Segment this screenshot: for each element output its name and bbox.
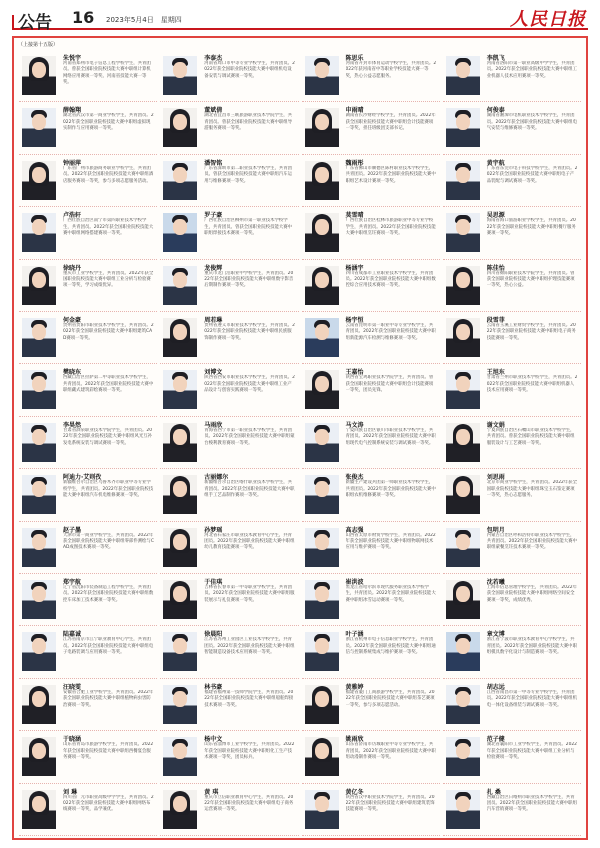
profile-card: [443, 522, 581, 574]
profile-card: [160, 784, 298, 836]
profile-name: 胡志远: [486, 683, 505, 691]
profile-card: [302, 417, 440, 469]
portrait-photo: [163, 213, 197, 252]
profile-bio: 云南省昆明市第一职业中等专业学校学生，共青团员。2022年获全国职业院校技能大赛中职组新能源汽车检测与维修赛项一等奖。: [345, 323, 436, 341]
portrait-photo: [22, 528, 56, 567]
profile-bio: 新疆维吾尔自治区喀什职业技术学校学生，共青团员。2022年获全国职业院校技能大赛中职组手工艺品制作赛项一等奖。: [204, 480, 295, 498]
portrait-photo: [163, 161, 197, 200]
profile-card: [302, 626, 440, 678]
profile-bio: 上海市信息管理学校学生，共青团员。2022年获全国职业院校技能大赛中职组网络空间安全赛项一等奖，成绩优秀。: [486, 585, 577, 603]
profile-card: [160, 626, 298, 678]
profile-bio: 湖北省宜昌市三峡旅游职业技术学院学生，共青团员。曾获全国职业院校技能大赛中职组导游服务赛项一等奖。: [204, 113, 293, 132]
profile-name: 阿迪力·艾则孜: [63, 474, 102, 482]
profile-card: [443, 469, 581, 521]
profile-bio: 福建省福州第一技师学院学生，共青团员。2022年获全国职业院校技能大赛中职组船舶焊接技术赛项一等奖。: [204, 689, 294, 708]
portrait-photo: [22, 685, 56, 724]
profile-bio: 广东省深圳市第二职业技术学校学生，共青团员。曾获全国职业院校技能大赛中职组汽车运用与维修赛项一等奖。: [204, 165, 293, 184]
portrait-photo: [22, 161, 56, 200]
profile-name: 谢文娟: [486, 421, 505, 429]
profile-bio: 陕西省宝鸡职业技术学院学生，共青团员。曾获全国职业院校技能大赛中职组会计技能赛项一等奖，团员先锋。: [345, 375, 434, 394]
profile-card: [302, 731, 440, 783]
portrait-photo: [446, 685, 480, 724]
profile-card: [302, 679, 440, 731]
profile-name: 吴思源: [486, 212, 505, 220]
profile-name: 王旭东: [486, 369, 505, 377]
profile-name: 魏雨彤: [345, 159, 364, 167]
profile-name: 董斌倩: [204, 107, 223, 115]
portrait-photo: [446, 161, 480, 200]
portrait-photo: [22, 370, 56, 409]
announcement-frame: [12, 36, 588, 840]
profile-card: [160, 260, 298, 312]
portrait-photo: [305, 108, 339, 147]
portrait-photo: [22, 266, 56, 305]
profile-bio: 福建省厦门工商旅游学校学生，共青团员。2022年获全国职业院校技能大赛中职组茶艺赛项一等奖，参与多项志愿活动。: [345, 689, 435, 708]
profile-bio: 江苏省南京市江宁职业教育中心学生，共青团员。2022年获全国职业院校技能大赛中职组电子电路装调与应用赛项一等奖。: [63, 637, 154, 656]
profile-bio: 江西省南昌市第一中等专业学校学生，共青团员。2022年获全国职业院校技能大赛中职组机电一体化设备组装与调试赛项一等奖。: [486, 689, 577, 708]
profile-name: 汪晓雯: [63, 683, 82, 691]
profile-card: [19, 731, 157, 783]
profile-card: [302, 260, 440, 312]
portrait-photo: [446, 580, 480, 619]
profile-card: [19, 102, 157, 154]
profile-bio: 四川省绵阳职业技术学院学生，共青团员。曾获全国职业院校技能大赛中职组护理技能赛项一等奖，热心公益。: [486, 270, 575, 289]
portrait-photo: [305, 213, 339, 252]
profile-bio: 河南省周口市中等专业学校学生，共青团员。2022年获全国职业院校技能大赛中职组机电设备安装与调试赛项一等奖。: [204, 61, 295, 79]
portrait-photo: [163, 790, 197, 829]
profile-bio: 广东省佛山市顺德区陈村职业技术学校学生，共青团员。2022年获全国职业院校技能大赛中职组艺术设计赛项一等奖。: [345, 165, 436, 184]
profile-bio: 湖南省长沙财经学校学生，共青团员。2022年获全国职业院校技能大赛中职组会计技能赛项一等奖，担任班级团支部书记。: [345, 113, 436, 132]
profile-card: [160, 522, 298, 574]
portrait-photo: [446, 266, 480, 305]
profile-card: [160, 312, 298, 364]
portrait-photo: [446, 528, 480, 567]
page-number: 16: [72, 8, 95, 27]
profile-card: [19, 574, 157, 626]
portrait-photo: [305, 580, 339, 619]
profile-bio: 山东省济南市历城职业中等专业学校学生，共青团员。2022年获全国职业院校技能大赛中职组动漫制作赛项一等奖。: [345, 742, 436, 760]
profile-name: 朱悦宇: [63, 55, 82, 62]
profile-name: 陈思乐: [345, 55, 364, 62]
portrait-photo: [305, 266, 339, 305]
profile-card: [19, 207, 157, 259]
profile-card: [160, 679, 298, 731]
profile-name: 刘博文: [204, 369, 223, 377]
profile-name: 黄亿冬: [345, 788, 364, 796]
profile-bio: 吉林省长春市第一中等职业学校学生，共青团员。2022年获全国职业院校技能大赛中职组服装展示与礼仪赛项一等奖。: [204, 585, 295, 603]
profile-name: 刘思雨: [486, 474, 505, 482]
profile-card: [302, 469, 440, 521]
profile-card: [443, 207, 581, 259]
profile-bio: 贵州省贵阳市职业技术学校学生，共青团员。2022年获全国职业院校技能大赛中职组建筑CAD赛项一等奖。: [63, 323, 154, 341]
portrait-photo: [305, 423, 339, 462]
portrait-photo: [446, 56, 480, 95]
profile-card: [160, 731, 298, 783]
profile-name: 李凯飞: [486, 55, 505, 62]
profile-name: 古丽娜尔: [204, 474, 229, 482]
portrait-photo: [446, 318, 480, 357]
profile-name: 叶子涵: [345, 631, 364, 639]
profile-card: [160, 417, 298, 469]
portrait-photo: [446, 423, 480, 462]
portrait-photo: [163, 370, 197, 409]
profile-bio: 西藏自治区日喀则市职业技术学校学生，共青团员。2022年获全国职业院校技能大赛中职组汽车营销赛项一等奖。: [486, 794, 577, 813]
profile-card: [160, 469, 298, 521]
portrait-photo: [446, 370, 480, 409]
profile-name: 沈若曦: [486, 579, 505, 586]
profile-name: 卢浩轩: [63, 212, 82, 220]
profile-name: 申雨晴: [345, 107, 364, 115]
portrait-photo: [22, 318, 56, 357]
profile-name: 姚雨欣: [345, 736, 364, 744]
profile-card: [443, 102, 581, 154]
profile-name: 赵子墨: [63, 526, 82, 534]
portrait-photo: [446, 632, 480, 671]
profile-bio: 山西省太原市财贸学校学生，共青团员。2022年获全国职业院校技能大赛中职组物联网技术应用与维护赛项一等奖。: [345, 532, 436, 551]
portrait-photo: [305, 528, 339, 567]
profile-bio: 湖南省湘潭市电机职业技术学校学生，共青团员。2022年获全国职业院校技能大赛中职组电气安装与维修赛项一等奖。: [486, 113, 577, 132]
profile-name: 段雪菲: [486, 317, 505, 324]
portrait-photo: [305, 56, 339, 95]
portrait-photo: [22, 56, 56, 95]
portrait-photo: [305, 475, 339, 514]
profile-bio: 宁夏回族自治区银川市职业技术学校学生，共青团员。2022年获全国职业院校技能大赛中职组现代电气控制系统安装与调试赛项一等奖。: [345, 427, 436, 446]
profile-bio: 新疆维吾尔自治区乌鲁木齐市职业中等专业学校学生，共青团员。2022年获全国职业院校技能大赛中职组汽车机电维修赛项一等奖。: [63, 480, 154, 498]
profile-bio: 浙江省杭州市电子信息职业学校学生，共青团员。2022年获全国职业院校技能大赛中职组通信与控制系统集成与维护赛项一等奖。: [345, 637, 436, 656]
profile-bio: 河南省郑州市电子信息工程学校学生，共青团员。曾获全国职业院校技能大赛中职组计算机网络应用赛项一等奖、河南省技能大赛一等奖。: [63, 61, 151, 86]
profile-card: [443, 417, 581, 469]
portrait-photo: [163, 632, 197, 671]
profile-bio: 陕西省西安市职业技术学校学生，共青团员。2022年获全国职业院校技能大赛中职组工业产品设计与创客实践赛项一等奖。: [204, 375, 295, 394]
portrait-photo: [446, 475, 480, 514]
profile-name: 张俊杰: [345, 474, 364, 482]
profile-name: 包明月: [486, 526, 505, 534]
profile-name: 于佳琪: [204, 579, 223, 586]
profile-bio: 海南省海口旅游职业学校学生，共青团员。2022年获全国职业院校技能大赛中职组餐厅服务赛项一等奖。: [486, 218, 576, 236]
profile-name: 扎 桑: [486, 788, 501, 796]
portrait-photo: [305, 161, 339, 200]
profile-bio: 湖北省襄阳市工业学校学生，共青团员。2022年获全国职业院校技能大赛中职组工业分析与检验赛项一等奖。: [486, 742, 577, 760]
profile-bio: 宁夏回族自治区石嘴山市职业技术学校学生，共青团员。曾获全国职业院校技能大赛中职组服装设计与工艺赛项一等奖。: [486, 427, 575, 446]
portrait-photo: [305, 790, 339, 829]
profile-card: [19, 469, 157, 521]
portrait-photo: [163, 266, 197, 305]
profile-name: 章文博: [486, 631, 505, 639]
profile-card: [160, 574, 298, 626]
profile-name: 李泰杰: [204, 55, 223, 62]
profile-name: 于晓涵: [63, 736, 82, 744]
profile-name: 林书豪: [204, 683, 223, 691]
profile-bio: 重庆市立信职业教育中心学生，共青团员。2022年获全国职业院校技能大赛中职组电子商务运营赛项一等奖。: [204, 794, 294, 813]
profile-card: [443, 155, 581, 207]
portrait-photo: [22, 423, 56, 462]
profile-name: 杨中文: [204, 736, 223, 744]
section-label: [12, 8, 52, 33]
profile-name: 周若琳: [204, 317, 223, 324]
profile-bio: 重庆市工业学校学生，共青团员。2022年获全国职业院校技能大赛中职组工业分析与检验赛项一等奖，学习成绩优异。: [63, 270, 154, 289]
profile-card: [443, 260, 581, 312]
profile-name: 黄宇航: [486, 159, 505, 167]
profile-name: 马文涛: [345, 421, 364, 429]
profile-card: [19, 417, 157, 469]
profile-card: [443, 574, 581, 626]
profile-card: [19, 364, 157, 416]
profile-card: [443, 731, 581, 783]
portrait-photo: [163, 737, 197, 776]
profile-bio: 黑龙江省哈尔滨市现代服务职业技术学校学生，共青团员。2022年获全国职业院校技能大赛中职组冰雪运动赛项一等奖。: [345, 585, 436, 603]
portrait-photo: [22, 475, 56, 514]
profile-bio: 西藏自治区拉萨第二中等职业技术学校学生，共青团员。2022年获全国职业院校技能大赛中职组藏式建筑彩绘赛项一等奖。: [63, 375, 154, 394]
profile-bio: 甘肃省酒泉职业技术学院学生，共青团员。2022年获全国职业院校技能大赛中职组风光互补发电系统安装与调试赛项一等奖。: [63, 427, 153, 446]
profile-card: [160, 155, 298, 207]
profile-grid: [19, 50, 581, 836]
profile-name: 崔洪波: [345, 579, 364, 586]
profile-bio: 湖北省武汉市第一商业学校学生，共青团员。2022年获全国职业院校技能大赛中职组虚拟现实制作与应用赛项一等奖。: [63, 113, 154, 132]
portrait-photo: [22, 580, 56, 619]
profile-bio: 河南省洛阳市第一职业高级中学学生，共青团员。2022年获全国职业院校技能大赛中职组工业机器人技术应用赛项一等奖。: [486, 61, 577, 79]
profile-name: 刘 琳: [63, 788, 78, 796]
profile-card: [302, 102, 440, 154]
profile-name: 何金豪: [63, 317, 82, 324]
profile-card: [19, 50, 157, 102]
profile-bio: 山东省淄博市工业学校学生，共青团员。2022年获全国职业院校技能大赛中职组化工生产技术赛项一等奖，团员标兵。: [204, 742, 295, 760]
profile-bio: 新疆生产建设兵团第一师职业技术学校学生，共青团员。2022年获全国职业院校技能大赛中职组农机维修赛项一等奖。: [345, 480, 436, 498]
profile-bio: 四川省广元市职业高级中学学生，共青团员。2022年获全国职业院校技能大赛中职组网络布线赛项一等奖，品学兼优。: [63, 794, 154, 813]
profile-bio: 广东省东莞市电子科技学校学生，共青团员。2022年获全国职业院校技能大赛中职组电子产品装配与调试赛项一等奖。: [486, 165, 578, 184]
portrait-photo: [163, 685, 197, 724]
profile-name: 杨涵宇: [345, 264, 364, 272]
profile-name: 范子健: [486, 736, 505, 744]
profile-bio: 广西壮族自治区桂林市旅游职业中等专业学校学生，共青团员。2022年获全国职业院校技能大赛中职组烹饪赛项一等奖。: [345, 218, 436, 236]
profile-card: [160, 102, 298, 154]
portrait-photo: [163, 528, 197, 567]
profile-card: [302, 364, 440, 416]
portrait-photo: [163, 56, 197, 95]
profile-name: 王嘉怡: [345, 369, 364, 377]
portrait-photo: [163, 475, 197, 514]
portrait-photo: [305, 318, 339, 357]
profile-name: 樊晓东: [63, 369, 82, 377]
profile-card: [302, 522, 440, 574]
profile-card: [302, 207, 440, 259]
profile-card: [302, 784, 440, 836]
profile-bio: 辽宁省沈阳市装备制造工程学校学生，共青团员。2022年获全国职业院校技能大赛中职组数控车床加工技术赛项一等奖。: [63, 585, 154, 603]
profile-bio: 云南省玉溪工业财贸学校学生，共青团员。2022年获全国职业院校技能大赛中职组电子商务技能赛项一等奖。: [486, 323, 576, 341]
portrait-photo: [305, 685, 339, 724]
profile-bio: 重庆市龙门浩职业中学校学生，共青团员。2022年获全国职业院校技能大赛中职组数字影音后期制作赛项一等奖。: [204, 270, 294, 289]
newspaper-logo: 人民日报: [510, 9, 586, 30]
portrait-photo: [446, 108, 480, 147]
portrait-photo: [163, 580, 197, 619]
profile-name: 莫雪晴: [345, 212, 364, 220]
profile-bio: 浙江省宁波市职业技术教育中心学校学生，共青团员。2022年获全国职业院校技能大赛中职组模具数字化设计与制造赛项一等奖。: [486, 637, 577, 656]
profile-card: [443, 50, 581, 102]
profile-card: [160, 50, 298, 102]
portrait-photo: [22, 108, 56, 147]
profile-card: [19, 155, 157, 207]
profile-bio: 甘肃省兰州市职业技术学校学生，共青团员。2022年获全国职业院校技能大赛中职组机器人技术应用赛项一等奖。: [486, 375, 578, 394]
profile-name: 黄 琪: [204, 788, 219, 796]
issue-date: 2023年5月4日 星期四: [106, 16, 182, 24]
profile-name: 钟丽萍: [63, 159, 82, 167]
profile-card: [19, 626, 157, 678]
profile-name: 潘智铭: [204, 159, 223, 167]
profile-name: 陆嘉诚: [63, 631, 82, 639]
profile-card: [19, 312, 157, 364]
profile-bio: 广西壮族自治区柳州市第一职业技术学校学生，共青团员。曾获全国职业院校技能大赛中职组焊接技术赛项一等奖。: [204, 218, 293, 236]
profile-card: [19, 522, 157, 574]
profile-card: [302, 312, 440, 364]
profile-card: [19, 679, 157, 731]
portrait-photo: [163, 423, 197, 462]
continued-note: （上接第十五版）: [18, 42, 59, 48]
portrait-photo: [22, 737, 56, 776]
profile-bio: 河南省开封市体育运动学校学生，共青团员。2022年获河南省中等职业学校技能大赛一等奖，热心公益志愿服务。: [345, 61, 437, 79]
profile-bio: 四川省成都市工业职业技术学校学生，共青团员。2022年获全国职业院校技能大赛中职组数控综合应用技术赛项一等奖。: [345, 270, 436, 289]
profile-name: 何俊泰: [486, 107, 505, 115]
profile-name: 孙梦瑶: [204, 526, 223, 534]
profile-bio: 山东省青岛市旅游学校学生，共青团员。2022年获全国职业院校技能大赛中职组西餐宴会服务赛项一等奖。: [63, 742, 154, 760]
portrait-photo: [305, 737, 339, 776]
profile-card: [302, 574, 440, 626]
profile-bio: 江苏省苏州工业园区工业技术学校学生，共青团员。2022年获全国职业院校技能大赛中职组智能制造设备技术应用赛项一等奖。: [204, 637, 295, 656]
profile-bio: 内蒙古自治区呼和浩特市职业技术学校学生，共青团员。2022年获全国职业院校技能大赛中职组蒙餐烹饪技术赛项一等奖。: [486, 532, 577, 551]
profile-bio: 广东省广州市旅游商务职业学校学生，共青团员。2022年获全国职业院校技能大赛中职组酒店服务赛项一等奖，参与多项志愿服务活动。: [63, 165, 154, 184]
portrait-photo: [305, 632, 339, 671]
section-title: 公告: [18, 13, 52, 33]
profile-name: 黄雅婷: [345, 683, 364, 691]
profile-name: 杨宇恒: [345, 317, 364, 324]
portrait-photo: [163, 108, 197, 147]
profile-card: [443, 784, 581, 836]
profile-name: 罗子豪: [204, 212, 223, 220]
section-divider: [12, 15, 14, 30]
profile-name: 薛翰翔: [63, 107, 82, 115]
profile-card: [443, 364, 581, 416]
portrait-photo: [163, 318, 197, 357]
profile-name: 郑宇航: [63, 579, 82, 586]
profile-bio: 北京市商业学校学生，共青团员。2022年获全国职业院校技能大赛中职组珠宝玉石鉴定赛项一等奖，热心志愿服务。: [486, 480, 577, 498]
profile-bio: 陕西省汉中职业技术学院学生，共青团员。2022年获全国职业院校技能大赛中职组建筑装饰技能赛项一等奖。: [345, 794, 435, 813]
profile-name: 陈佳怡: [486, 264, 505, 272]
profile-card: [443, 679, 581, 731]
portrait-photo: [305, 370, 339, 409]
profile-bio: 安徽省合肥工业学校学生，共青团员。2022年获全国职业院校技能大赛中职组植物病虫害防治赛项一等奖。: [63, 689, 154, 708]
profile-card: [443, 626, 581, 678]
profile-card: [160, 364, 298, 416]
profile-card: [19, 260, 157, 312]
portrait-photo: [446, 737, 480, 776]
profile-name: 高志强: [345, 526, 364, 534]
profile-name: 李昊然: [63, 421, 82, 429]
profile-card: [443, 312, 581, 364]
masthead: [12, 6, 588, 33]
portrait-photo: [446, 213, 480, 252]
profile-card: [160, 207, 298, 259]
profile-name: 龙俊辉: [204, 264, 223, 272]
profile-bio: 天津市第一商业学校学生，共青团员。2022年获全国职业院校技能大赛中职组零部件测绘与CAD成图技术赛项一等奖。: [63, 532, 154, 551]
profile-bio: 河北省石家庄市职业技术教育中心学生，共青团员。2022年获全国职业院校技能大赛中职组幼儿教育技能赛项一等奖。: [204, 532, 295, 551]
profile-bio: 广西壮族自治区南宁市第四职业技术学校学生，共青团员。2022年获全国职业院校技能大赛中职组网络搭建赛项一等奖。: [63, 218, 154, 236]
portrait-photo: [22, 213, 56, 252]
portrait-photo: [22, 632, 56, 671]
profile-bio: 贵州省遵义市职业技术学校学生，共青团员。2022年获全国职业院校技能大赛中职组民族服饰制作赛项一等奖。: [204, 323, 295, 341]
profile-card: [302, 155, 440, 207]
profile-card: [302, 50, 440, 102]
portrait-photo: [446, 790, 480, 829]
profile-name: 马雨欣: [204, 421, 223, 429]
portrait-photo: [22, 790, 56, 829]
profile-bio: 青海省西宁市第一职业技术学校学生，共青团员。2022年获全国职业院校技能大赛中职组蒙台梭利教育赛项一等奖。: [204, 427, 295, 446]
profile-name: 徐晨阳: [204, 631, 223, 639]
profile-card: [19, 784, 157, 836]
profile-name: 徐晓丹: [63, 264, 82, 272]
